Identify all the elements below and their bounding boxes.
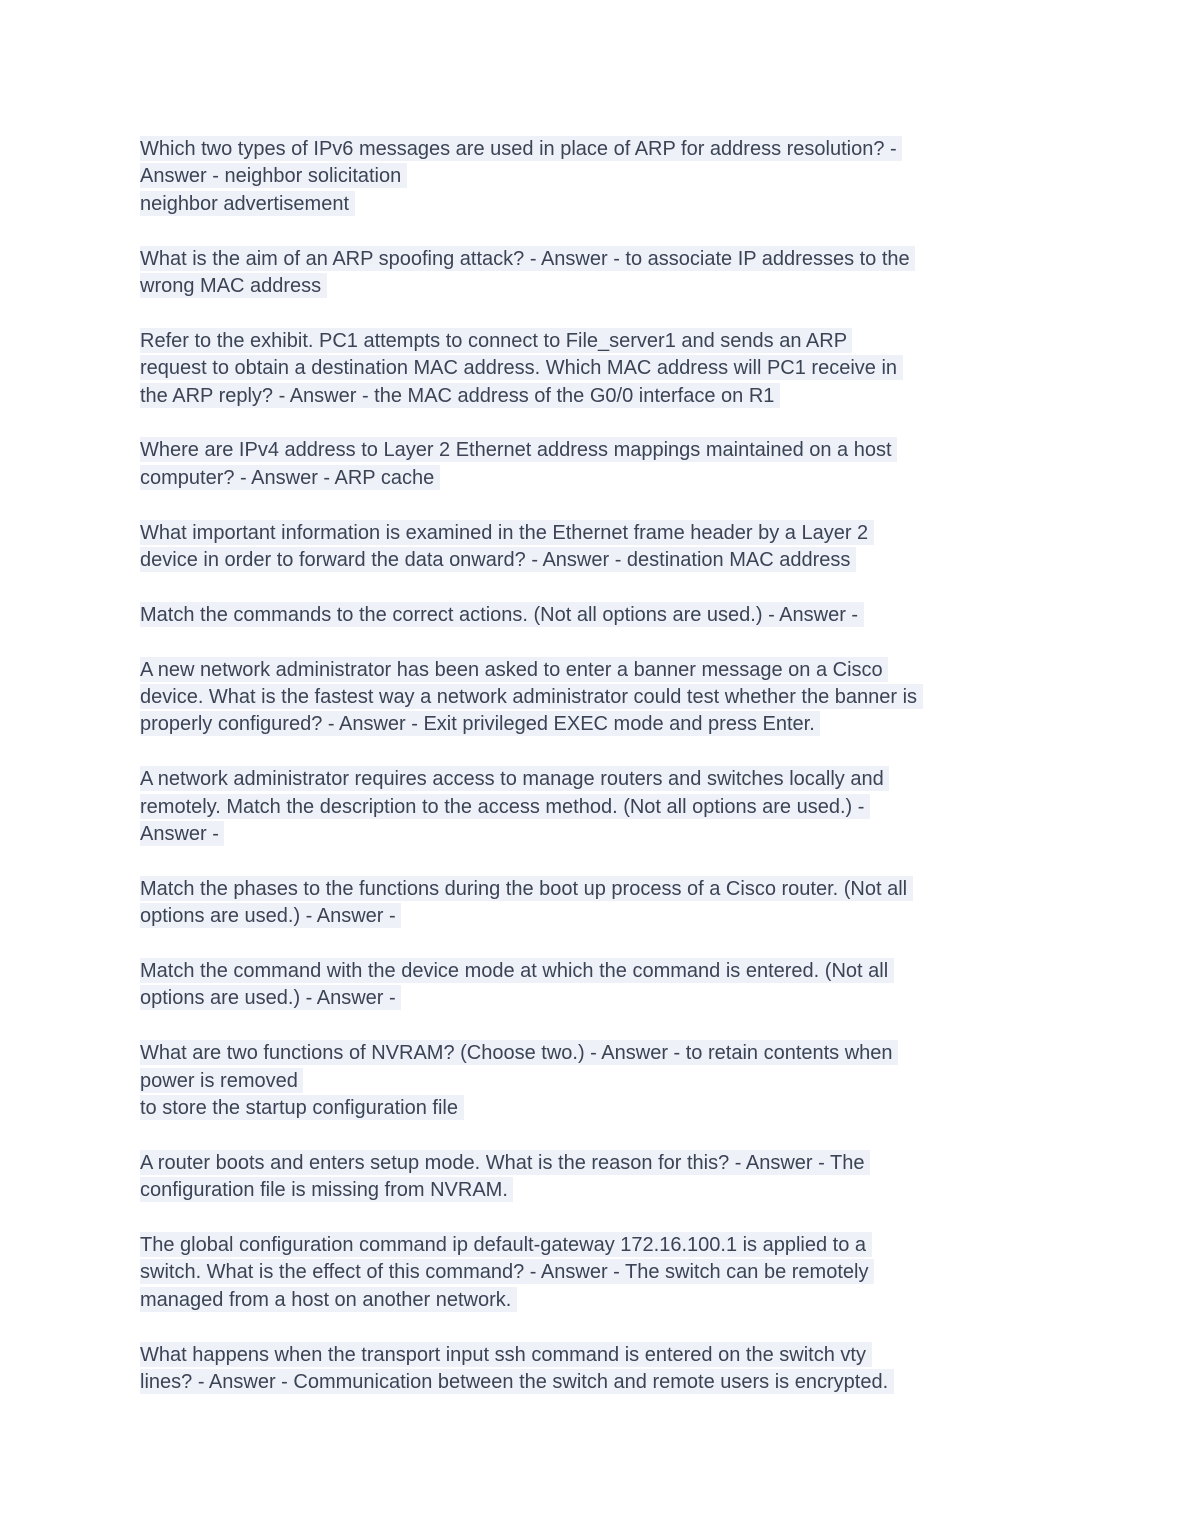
highlighted-text-line: remotely. Match the description to the access method. (Not all options are used.) - — [140, 795, 870, 818]
qa-paragraph — [140, 1150, 1070, 1205]
highlighted-text-line: The global configuration command ip default-gateway 172.16.100.1 is applied to a — [140, 1234, 872, 1257]
highlighted-text-line: device in order to forward the data onward? - Answer - destination MAC address — [140, 549, 856, 572]
highlighted-text-line: Match the command with the device mode at which the command is entered. (Not all — [140, 960, 894, 983]
document-body — [140, 136, 1070, 1424]
highlighted-text-line: What happens when the transport input ssh command is entered on the switch vty — [140, 1343, 872, 1366]
highlighted-text-line: What important information is examined in the Ethernet frame header by a Layer 2 — [140, 521, 874, 544]
highlighted-text-line: Match the phases to the functions during the boot up process of a Cisco router. (Not all — [140, 877, 913, 900]
highlighted-text-line: Answer - — [140, 823, 225, 846]
highlighted-text-line: the ARP reply? - Answer - the MAC address of the G0/0 interface on R1 — [140, 384, 780, 407]
qa-paragraph — [140, 520, 1070, 575]
highlighted-text-line: Match the commands to the correct actions. (Not all options are used.) - Answer - — [140, 603, 864, 626]
highlighted-text-line: A new network administrator has been asked to enter a banner message on a Cisco — [140, 658, 889, 681]
qa-paragraph — [140, 766, 1070, 848]
qa-paragraph — [140, 1232, 1070, 1314]
highlighted-text-line: A router boots and enters setup mode. What is the reason for this? - Answer - The — [140, 1151, 871, 1174]
highlighted-text-line: options are used.) - Answer - — [140, 987, 402, 1010]
qa-paragraph — [140, 657, 1070, 739]
highlighted-text-line: lines? - Answer - Communication between the switch and remote users is encrypted. — [140, 1371, 894, 1394]
qa-paragraph — [140, 1342, 1070, 1397]
highlighted-text-line: What are two functions of NVRAM? (Choose two.) - Answer - to retain contents when — [140, 1042, 899, 1065]
highlighted-text-line: computer? - Answer - ARP cache — [140, 466, 440, 489]
highlighted-text-line: Where are IPv4 address to Layer 2 Ethernet address mappings maintained on a host — [140, 439, 898, 462]
highlighted-text-line: power is removed — [140, 1069, 304, 1092]
qa-paragraph — [140, 876, 1070, 931]
highlighted-text-line: options are used.) - Answer - — [140, 905, 402, 928]
qa-paragraph — [140, 246, 1070, 301]
highlighted-text-line: A network administrator requires access to manage routers and switches locally and — [140, 768, 890, 791]
qa-paragraph — [140, 958, 1070, 1013]
highlighted-text-line: Refer to the exhibit. PC1 attempts to connect to File_server1 and sends an ARP — [140, 329, 853, 352]
qa-paragraph — [140, 328, 1070, 410]
highlighted-text-line: request to obtain a destination MAC address. Which MAC address will PC1 receive in — [140, 357, 903, 380]
highlighted-text-line: Which two types of IPv6 messages are used in place of ARP for address resolution? - — [140, 138, 903, 160]
highlighted-text-line: What is the aim of an ARP spoofing attack? - Answer - to associate IP addresses to the — [140, 247, 916, 270]
highlighted-text-line: neighbor advertisement — [140, 192, 355, 215]
qa-paragraph — [140, 1040, 1070, 1122]
qa-paragraph — [140, 437, 1070, 492]
highlighted-text-line: device. What is the fastest way a network administrator could test whether the banner is — [140, 686, 923, 709]
highlighted-text-line: wrong MAC address — [140, 275, 327, 298]
highlighted-text-line: configuration file is missing from NVRAM. — [140, 1179, 514, 1202]
highlighted-text-line: to store the startup configuration file — [140, 1097, 464, 1120]
qa-paragraph — [140, 602, 1070, 629]
qa-paragraph — [140, 136, 1070, 218]
highlighted-text-line: properly configured? - Answer - Exit privileged EXEC mode and press Enter. — [140, 713, 821, 736]
highlighted-text-line: managed from a host on another network. — [140, 1288, 517, 1311]
highlighted-text-line: switch. What is the effect of this command? - Answer - The switch can be remotely — [140, 1261, 875, 1284]
highlighted-text-line: Answer - neighbor solicitation — [140, 165, 407, 188]
